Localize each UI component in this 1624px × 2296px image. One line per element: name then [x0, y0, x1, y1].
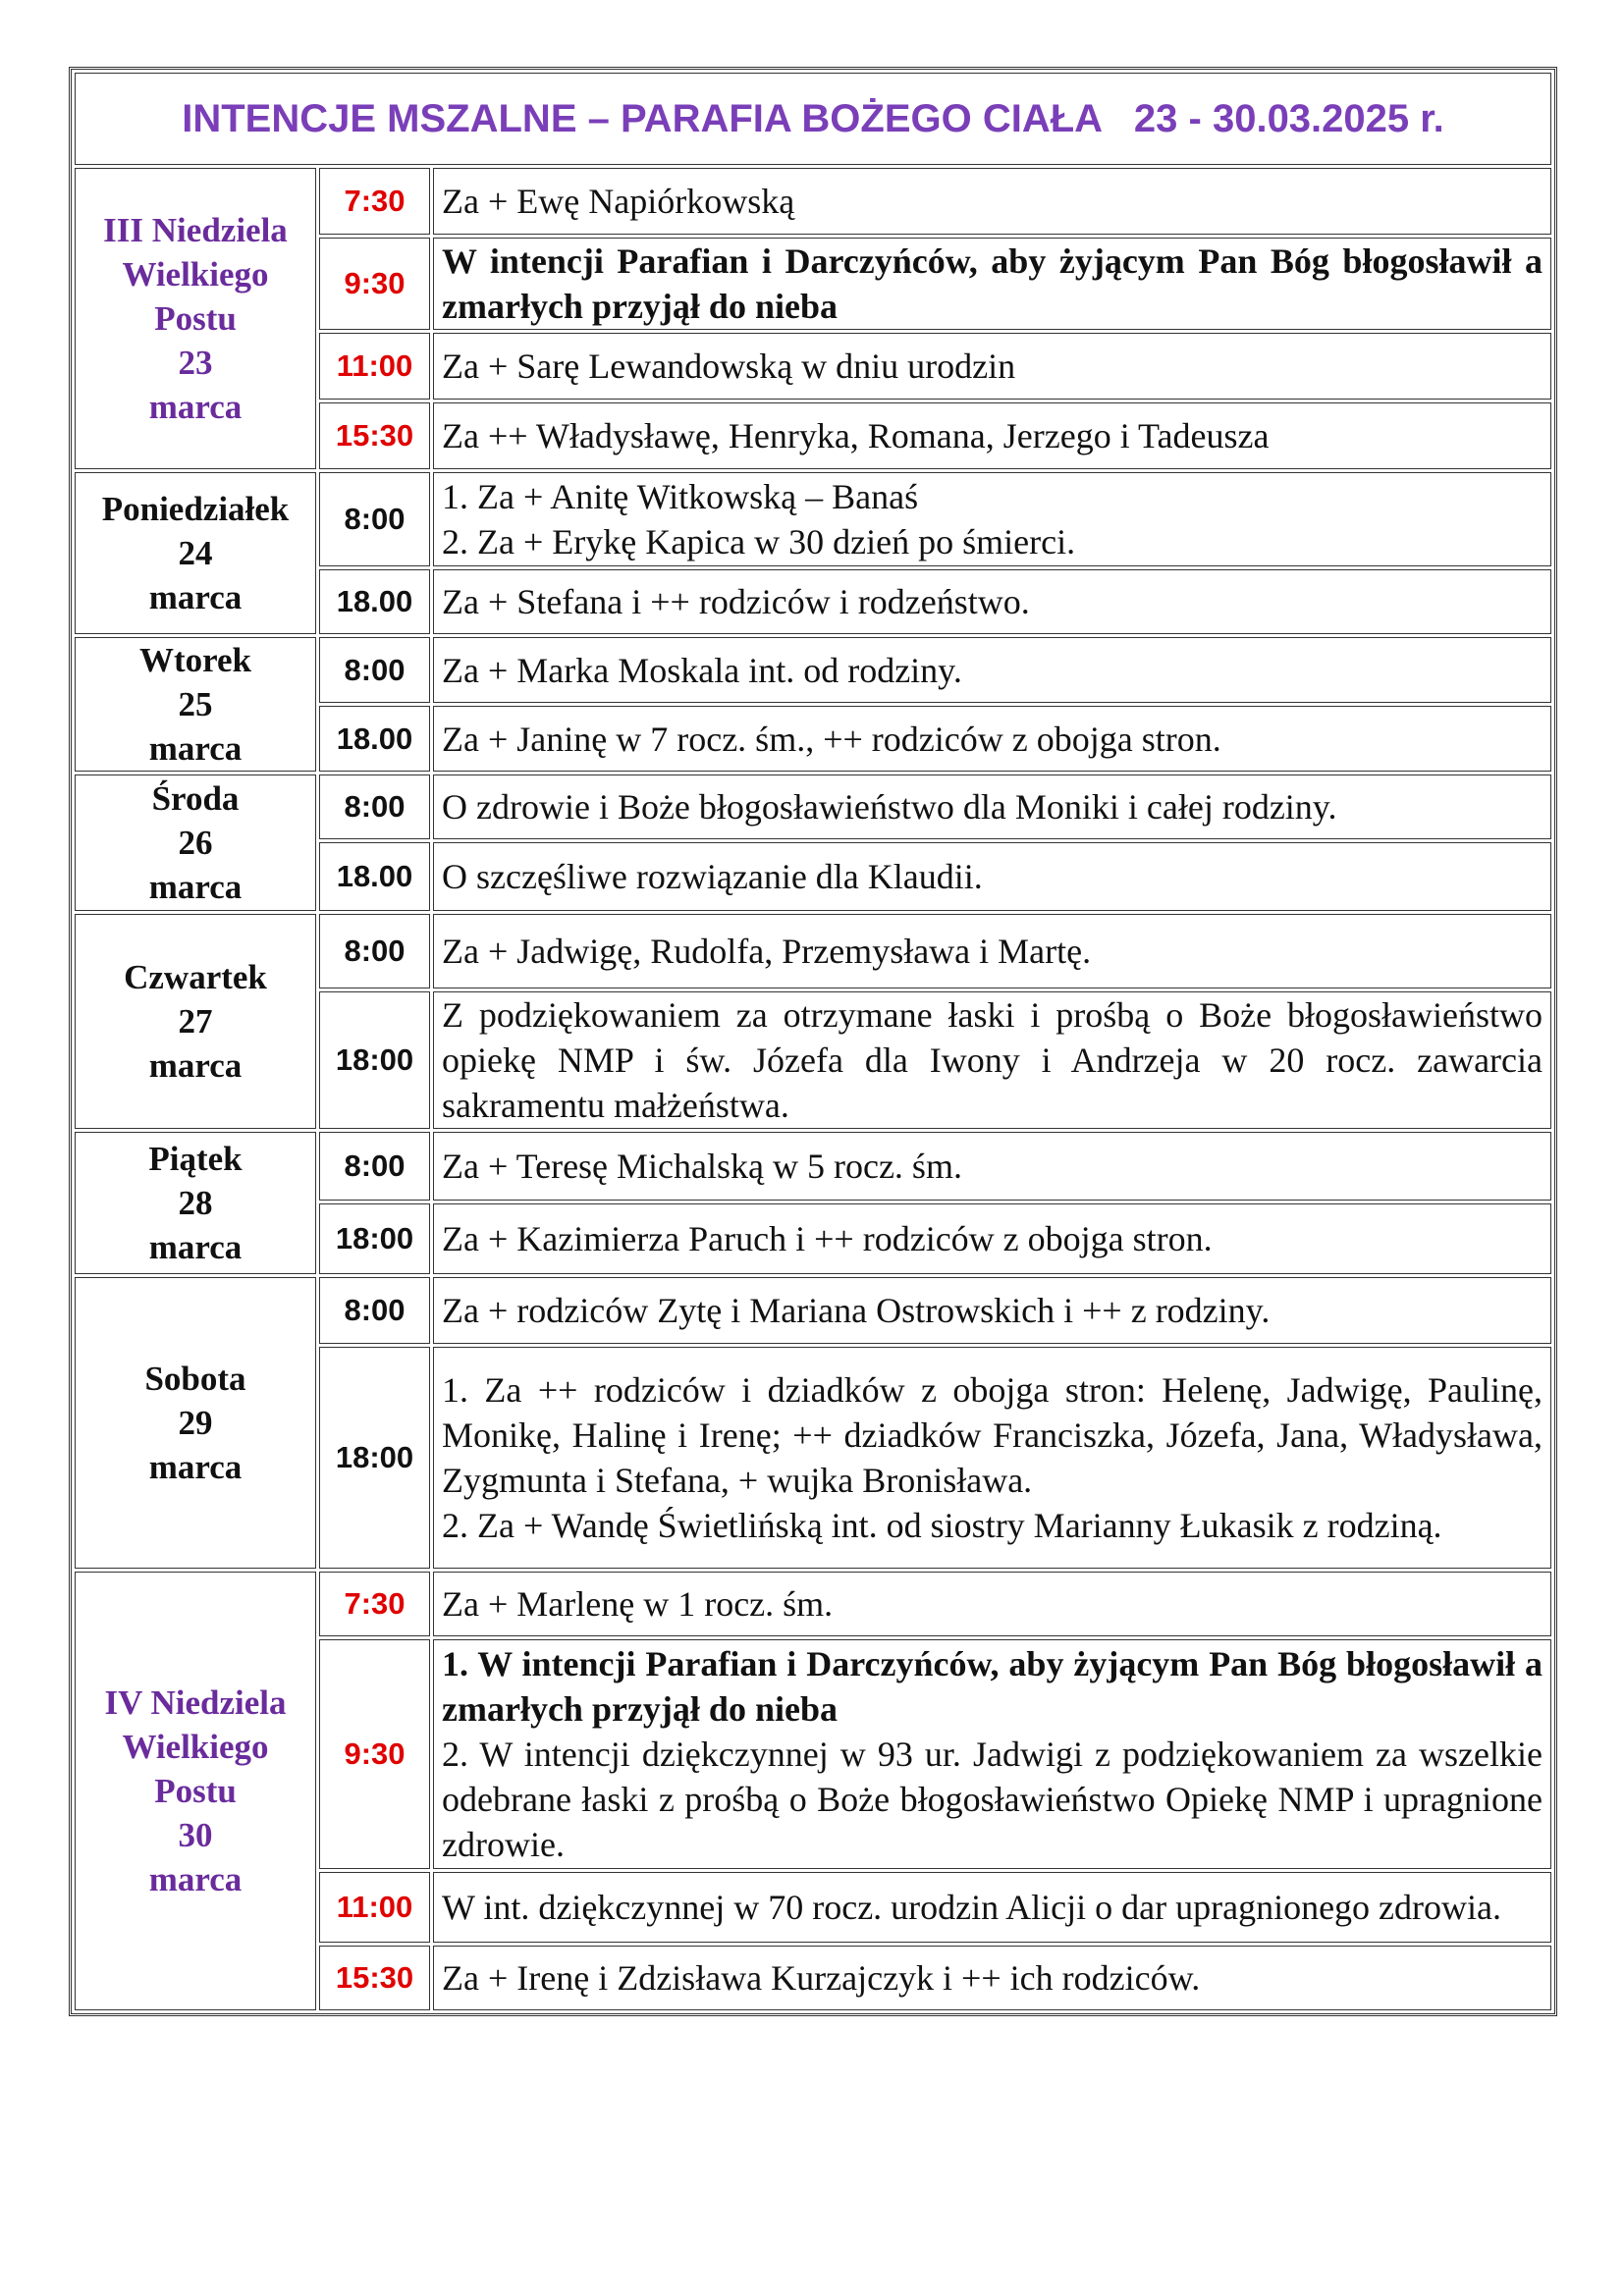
day-label-line: 28	[178, 1184, 213, 1222]
intention-text: 2. Za + Erykę Kapica w 30 dzień po śmierci.	[442, 522, 1076, 561]
mass-time: 8:00	[319, 637, 430, 703]
mass-intention	[433, 168, 1551, 235]
day-label	[75, 637, 316, 772]
mass-time: 11:00	[319, 333, 430, 400]
day-label	[75, 472, 316, 634]
intention-text: 1. Za ++ rodziców i dziadków z obojga stron: Helenę, Jadwigę, Paulinę, Monikę, Halinę i Irenę; ++ dziadków Franciszka, Józefa, Jana, Władysława, Zygmunta i Stefana, + wujka Bronisława.	[442, 1370, 1543, 1500]
mass-intention	[433, 1639, 1551, 1869]
intention-text: Za + Ewę Napiórkowską	[442, 182, 795, 221]
intention-text: 1. W intencji Parafian i Darczyńców, aby żyjącym Pan Bóg błogosławił a zmarłych przyjął do nieba	[442, 1644, 1543, 1729]
page-title: INTENCJE MSZALNE – PARAFIA BOŻEGO CIAŁA 23 - 30.03.2025 r.	[75, 73, 1551, 165]
day-label	[75, 914, 316, 1129]
mass-time: 8:00	[319, 914, 430, 988]
intention-text: Za + rodziców Zytę i Mariana Ostrowskich i ++ z rodziny.	[442, 1291, 1271, 1330]
day-label-line: marca	[148, 1448, 243, 1486]
mass-intention	[433, 333, 1551, 400]
day-label-line: Wielkiego	[122, 255, 269, 294]
day-label-line: marca	[148, 1046, 243, 1085]
mass-time: 8:00	[319, 774, 430, 839]
mass-row	[75, 914, 1551, 988]
day-label-line: III Niedziela	[103, 211, 288, 249]
mass-time: 7:30	[319, 1572, 430, 1636]
mass-intention	[433, 472, 1551, 566]
day-label	[75, 774, 316, 911]
intention-text: Za + Janinę w 7 rocz. śm., ++ rodziców z obojga stron.	[442, 719, 1221, 759]
intention-text: Za + Sarę Lewandowską w dniu urodzin	[442, 347, 1016, 386]
mass-intention	[433, 238, 1551, 330]
mass-time: 18:00	[319, 1347, 430, 1569]
mass-time: 15:30	[319, 1946, 430, 2010]
mass-row	[75, 168, 1551, 235]
title-row	[75, 73, 1551, 165]
day-label-line: 29	[178, 1404, 213, 1442]
mass-intention	[433, 991, 1551, 1129]
day-label	[75, 1572, 316, 2010]
day-label-line: marca	[148, 388, 243, 426]
mass-intention	[433, 1277, 1551, 1344]
day-label-line: Środa	[151, 779, 240, 818]
day-label-line: IV Niedziela	[104, 1683, 287, 1722]
day-label-line: marca	[148, 1228, 243, 1266]
mass-time: 9:30	[319, 238, 430, 330]
mass-intention	[433, 842, 1551, 911]
mass-time: 18.00	[319, 842, 430, 911]
day-label-line: Postu	[154, 1772, 237, 1810]
intention-text: Za + Teresę Michalską w 5 rocz. śm.	[442, 1147, 962, 1186]
day-label	[75, 1277, 316, 1569]
day-label-line: Sobota	[144, 1360, 246, 1398]
mass-time: 15:30	[319, 402, 430, 469]
mass-intention	[433, 1347, 1551, 1569]
day-label-line: 30	[178, 1816, 213, 1854]
mass-row	[75, 637, 1551, 703]
day-label-line: Piątek	[148, 1140, 243, 1178]
day-label	[75, 1132, 316, 1274]
day-label-line: Wtorek	[138, 641, 252, 679]
intentions-document	[69, 67, 1557, 2016]
mass-intention	[433, 1203, 1551, 1274]
intention-text: Za + Kazimierza Paruch i ++ rodziców z obojga stron.	[442, 1219, 1213, 1258]
day-label-line: Postu	[154, 299, 237, 338]
intention-text: 2. W intencji dziękczynnej w 93 ur. Jadwigi z podziękowaniem za wszelkie odebrane łaski z prośbą o Boże błogosławieństwo Opiekę NMP i upragnione zdrowie.	[442, 1735, 1543, 1864]
intention-text: Za + Stefana i ++ rodziców i rodzeństwo.	[442, 582, 1030, 621]
mass-intention	[433, 914, 1551, 988]
day-label-line: 27	[178, 1002, 213, 1041]
intention-text: Za + Jadwigę, Rudolfa, Przemysława i Martę.	[442, 932, 1092, 971]
mass-intention	[433, 1872, 1551, 1943]
mass-intention	[433, 637, 1551, 703]
mass-time: 18.00	[319, 706, 430, 772]
day-label-line: marca	[148, 578, 243, 616]
mass-intention	[433, 1572, 1551, 1636]
mass-time: 18.00	[319, 569, 430, 634]
mass-time: 11:00	[319, 1872, 430, 1943]
mass-time: 7:30	[319, 168, 430, 235]
mass-intention	[433, 569, 1551, 634]
mass-time: 9:30	[319, 1639, 430, 1869]
intention-text: O szczęśliwe rozwiązanie dla Klaudii.	[442, 857, 983, 896]
intention-text: Za ++ Władysławę, Henryka, Romana, Jerzego i Tadeusza	[442, 416, 1270, 455]
intentions-table	[72, 70, 1554, 2013]
intention-text: Za + Irenę i Zdzisława Kurzajczyk i ++ ich rodziców.	[442, 1958, 1201, 1998]
intention-text: Z podziękowaniem za otrzymane łaski i prośbą o Boże błogosławieństwo opiekę NMP i św. Józefa dla Iwony i Andrzeja w 20 rocz. zawarcia sakramentu małżeństwa.	[442, 995, 1543, 1125]
mass-intention	[433, 1132, 1551, 1201]
mass-time: 8:00	[319, 1132, 430, 1201]
day-label-line: Poniedziałek	[101, 490, 290, 528]
day-label-line: 24	[178, 534, 213, 572]
day-label-line: marca	[148, 729, 243, 768]
mass-time: 18:00	[319, 991, 430, 1129]
intention-text: 1. Za + Anitę Witkowską – Banaś	[442, 477, 919, 516]
mass-intention	[433, 1946, 1551, 2010]
mass-row	[75, 1572, 1551, 1636]
mass-time: 8:00	[319, 472, 430, 566]
mass-time: 18:00	[319, 1203, 430, 1274]
day-label-line: marca	[148, 868, 243, 906]
mass-row	[75, 1277, 1551, 1344]
day-label-line: 25	[178, 685, 213, 723]
intention-text: Za + Marlenę w 1 rocz. śm.	[442, 1584, 834, 1624]
day-label-line: marca	[148, 1860, 243, 1898]
mass-intention	[433, 402, 1551, 469]
intention-text: 2. Za + Wandę Świetlińską int. od siostry Marianny Łukasik z rodziną.	[442, 1506, 1442, 1545]
mass-time: 8:00	[319, 1277, 430, 1344]
mass-row	[75, 1132, 1551, 1201]
day-label-line: 23	[178, 344, 213, 382]
intention-text: Za + Marka Moskala int. od rodziny.	[442, 650, 962, 690]
mass-intention	[433, 706, 1551, 772]
day-label	[75, 168, 316, 469]
mass-row	[75, 472, 1551, 566]
mass-intention	[433, 774, 1551, 839]
day-label-line: Czwartek	[124, 958, 267, 996]
intention-text: W int. dziękczynnej w 70 rocz. urodzin Alicji o dar upragnionego zdrowia.	[442, 1888, 1501, 1927]
intention-text: W intencji Parafian i Darczyńców, aby żyjącym Pan Bóg błogosławił a zmarłych przyjął do nieba	[442, 241, 1543, 326]
day-label-line: 26	[178, 824, 213, 862]
day-label-line: Wielkiego	[122, 1728, 269, 1766]
intention-text: O zdrowie i Boże błogosławieństwo dla Moniki i całej rodziny.	[442, 787, 1337, 827]
mass-row	[75, 774, 1551, 839]
